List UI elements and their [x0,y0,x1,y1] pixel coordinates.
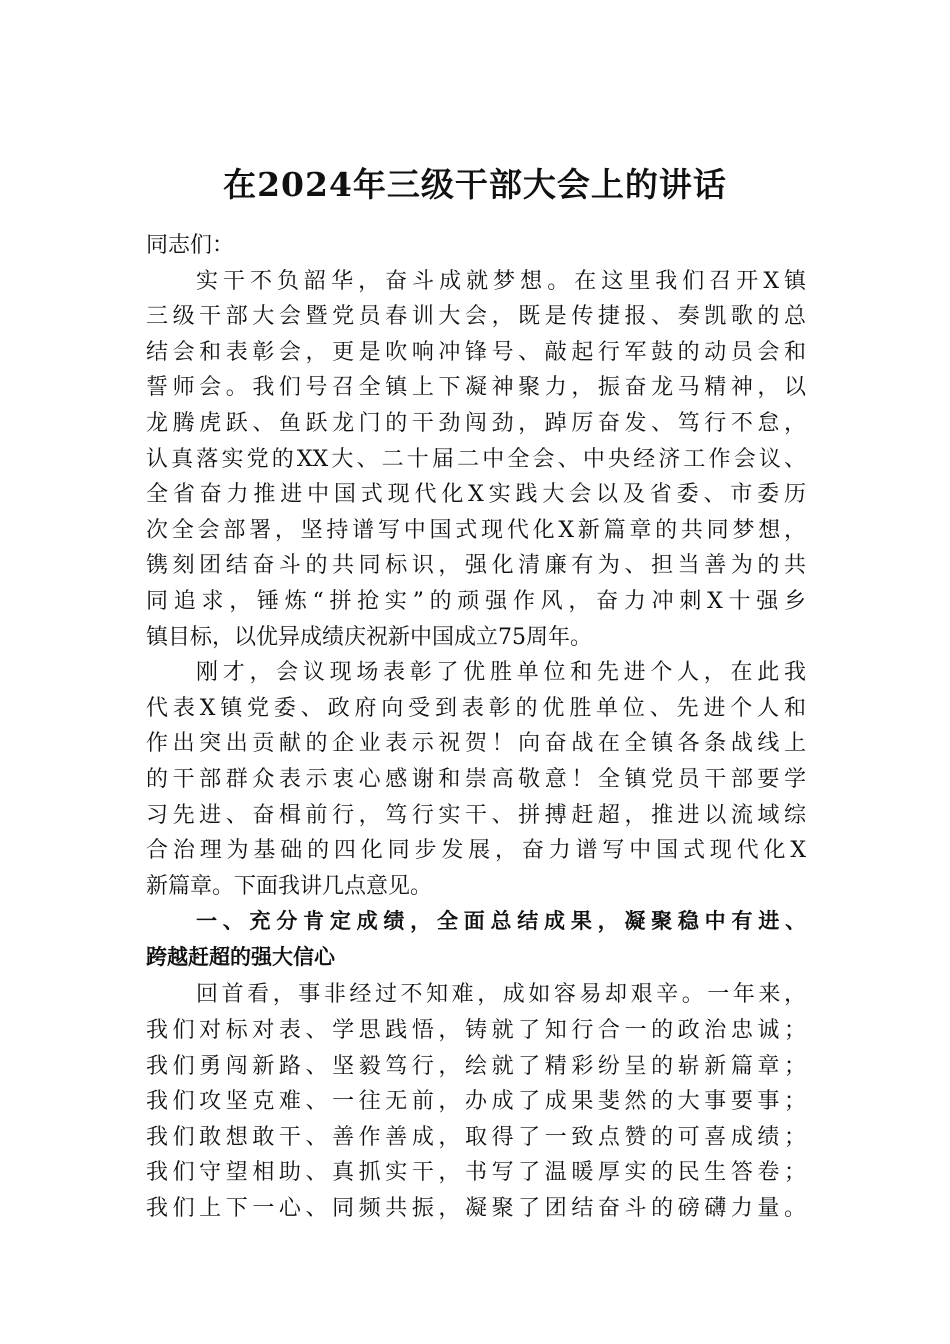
document-title: 在2024年三级干部大会上的讲话 [223,165,727,204]
paragraph-line: 结会和表彰会，更是吹响冲锋号、敲起行军鼓的动员会和 [146,339,806,365]
paragraph-line: 誓师会。我们号召全镇上下凝神聚力，振奋龙马精神，以 [146,375,806,401]
paragraph-line: 同追求，锤炼“拼抢实”的顽强作风，奋力冲刺X十强乡 [146,588,806,614]
paragraph-line: 次全会部署，坚持谱写中国式现代化X新篇章的共同梦想， [146,517,806,543]
paragraph-line: 新篇章。下面我讲几点意见。 [146,873,433,899]
paragraph-line: 实干不负韶华，奋斗成就梦想。在这里我们召开X镇 [196,268,806,294]
heading-line: 跨越赶超的强大信心 [146,944,335,969]
paragraph-line: 代表X镇党委、政府向受到表彰的优胜单位、先进个人和 [146,695,806,721]
paragraph-1 [146,264,806,656]
section-heading-1 [146,904,806,975]
paragraph-line: 回首看，事非经过不知难，成如容易却艰辛。一年来， [196,982,806,1008]
paragraph-line: 认真落实党的XX大、二十届二中全会、中央经济工作会议、 [146,446,806,472]
paragraph-line: 镇目标，以优异成绩庆祝新中国成立75周年。 [146,624,592,650]
paragraph-line: 我们勇闯新路、坚毅笃行，绘就了精彩纷呈的崭新篇章； [146,1053,806,1079]
paragraph-line: 刚才，会议现场表彰了优胜单位和先进个人，在此我 [196,660,806,686]
paragraph-line: 合治理为基础的四化同步发展，奋力谱写中国式现代化X [146,838,806,864]
paragraph-line: 我们敢想敢干、善作善成，取得了一致点赞的可喜成绩； [146,1124,806,1150]
salutation: 同志们： [146,233,235,258]
paragraph-line: 全省奋力推进中国式现代化X实践大会以及省委、市委历 [146,482,806,508]
paragraph-2 [146,655,806,904]
paragraph-line: 习先进、奋楫前行，笃行实干、拼搏赶超，推进以流域综 [146,802,806,828]
paragraph-line: 作出突出贡献的企业表示祝贺！向奋战在全镇各条战线上 [146,731,806,757]
paragraph-line: 我们攻坚克难、一往无前，办成了成果斐然的大事要事； [146,1089,806,1115]
paragraph-line: 的干部群众表示衷心感谢和崇高敬意！全镇党员干部要学 [146,766,806,792]
paragraph-line: 我们守望相助、真抓实干，书写了温暖厚实的民生答卷； [146,1160,806,1186]
paragraph-line: 镌刻团结奋斗的共同标识，强化清廉有为、担当善为的共 [146,553,806,579]
document-body [146,228,806,1227]
heading-line: 一、充分肯定成绩，全面总结成果，凝聚稳中有进、 [196,909,806,934]
paragraph-line: 我们对标对表、学思践悟，铸就了知行合一的政治忠诚； [146,1018,806,1044]
paragraph-3 [146,977,806,1226]
paragraph-line: 龙腾虎跃、鱼跃龙门的干劲闯劲，踔厉奋发、笃行不怠， [146,410,806,436]
paragraph-line: 三级干部大会暨党员春训大会，既是传捷报、奏凯歌的总 [146,304,806,330]
paragraph-line: 我们上下一心、同频共振，凝聚了团结奋斗的磅礴力量。 [146,1196,806,1222]
